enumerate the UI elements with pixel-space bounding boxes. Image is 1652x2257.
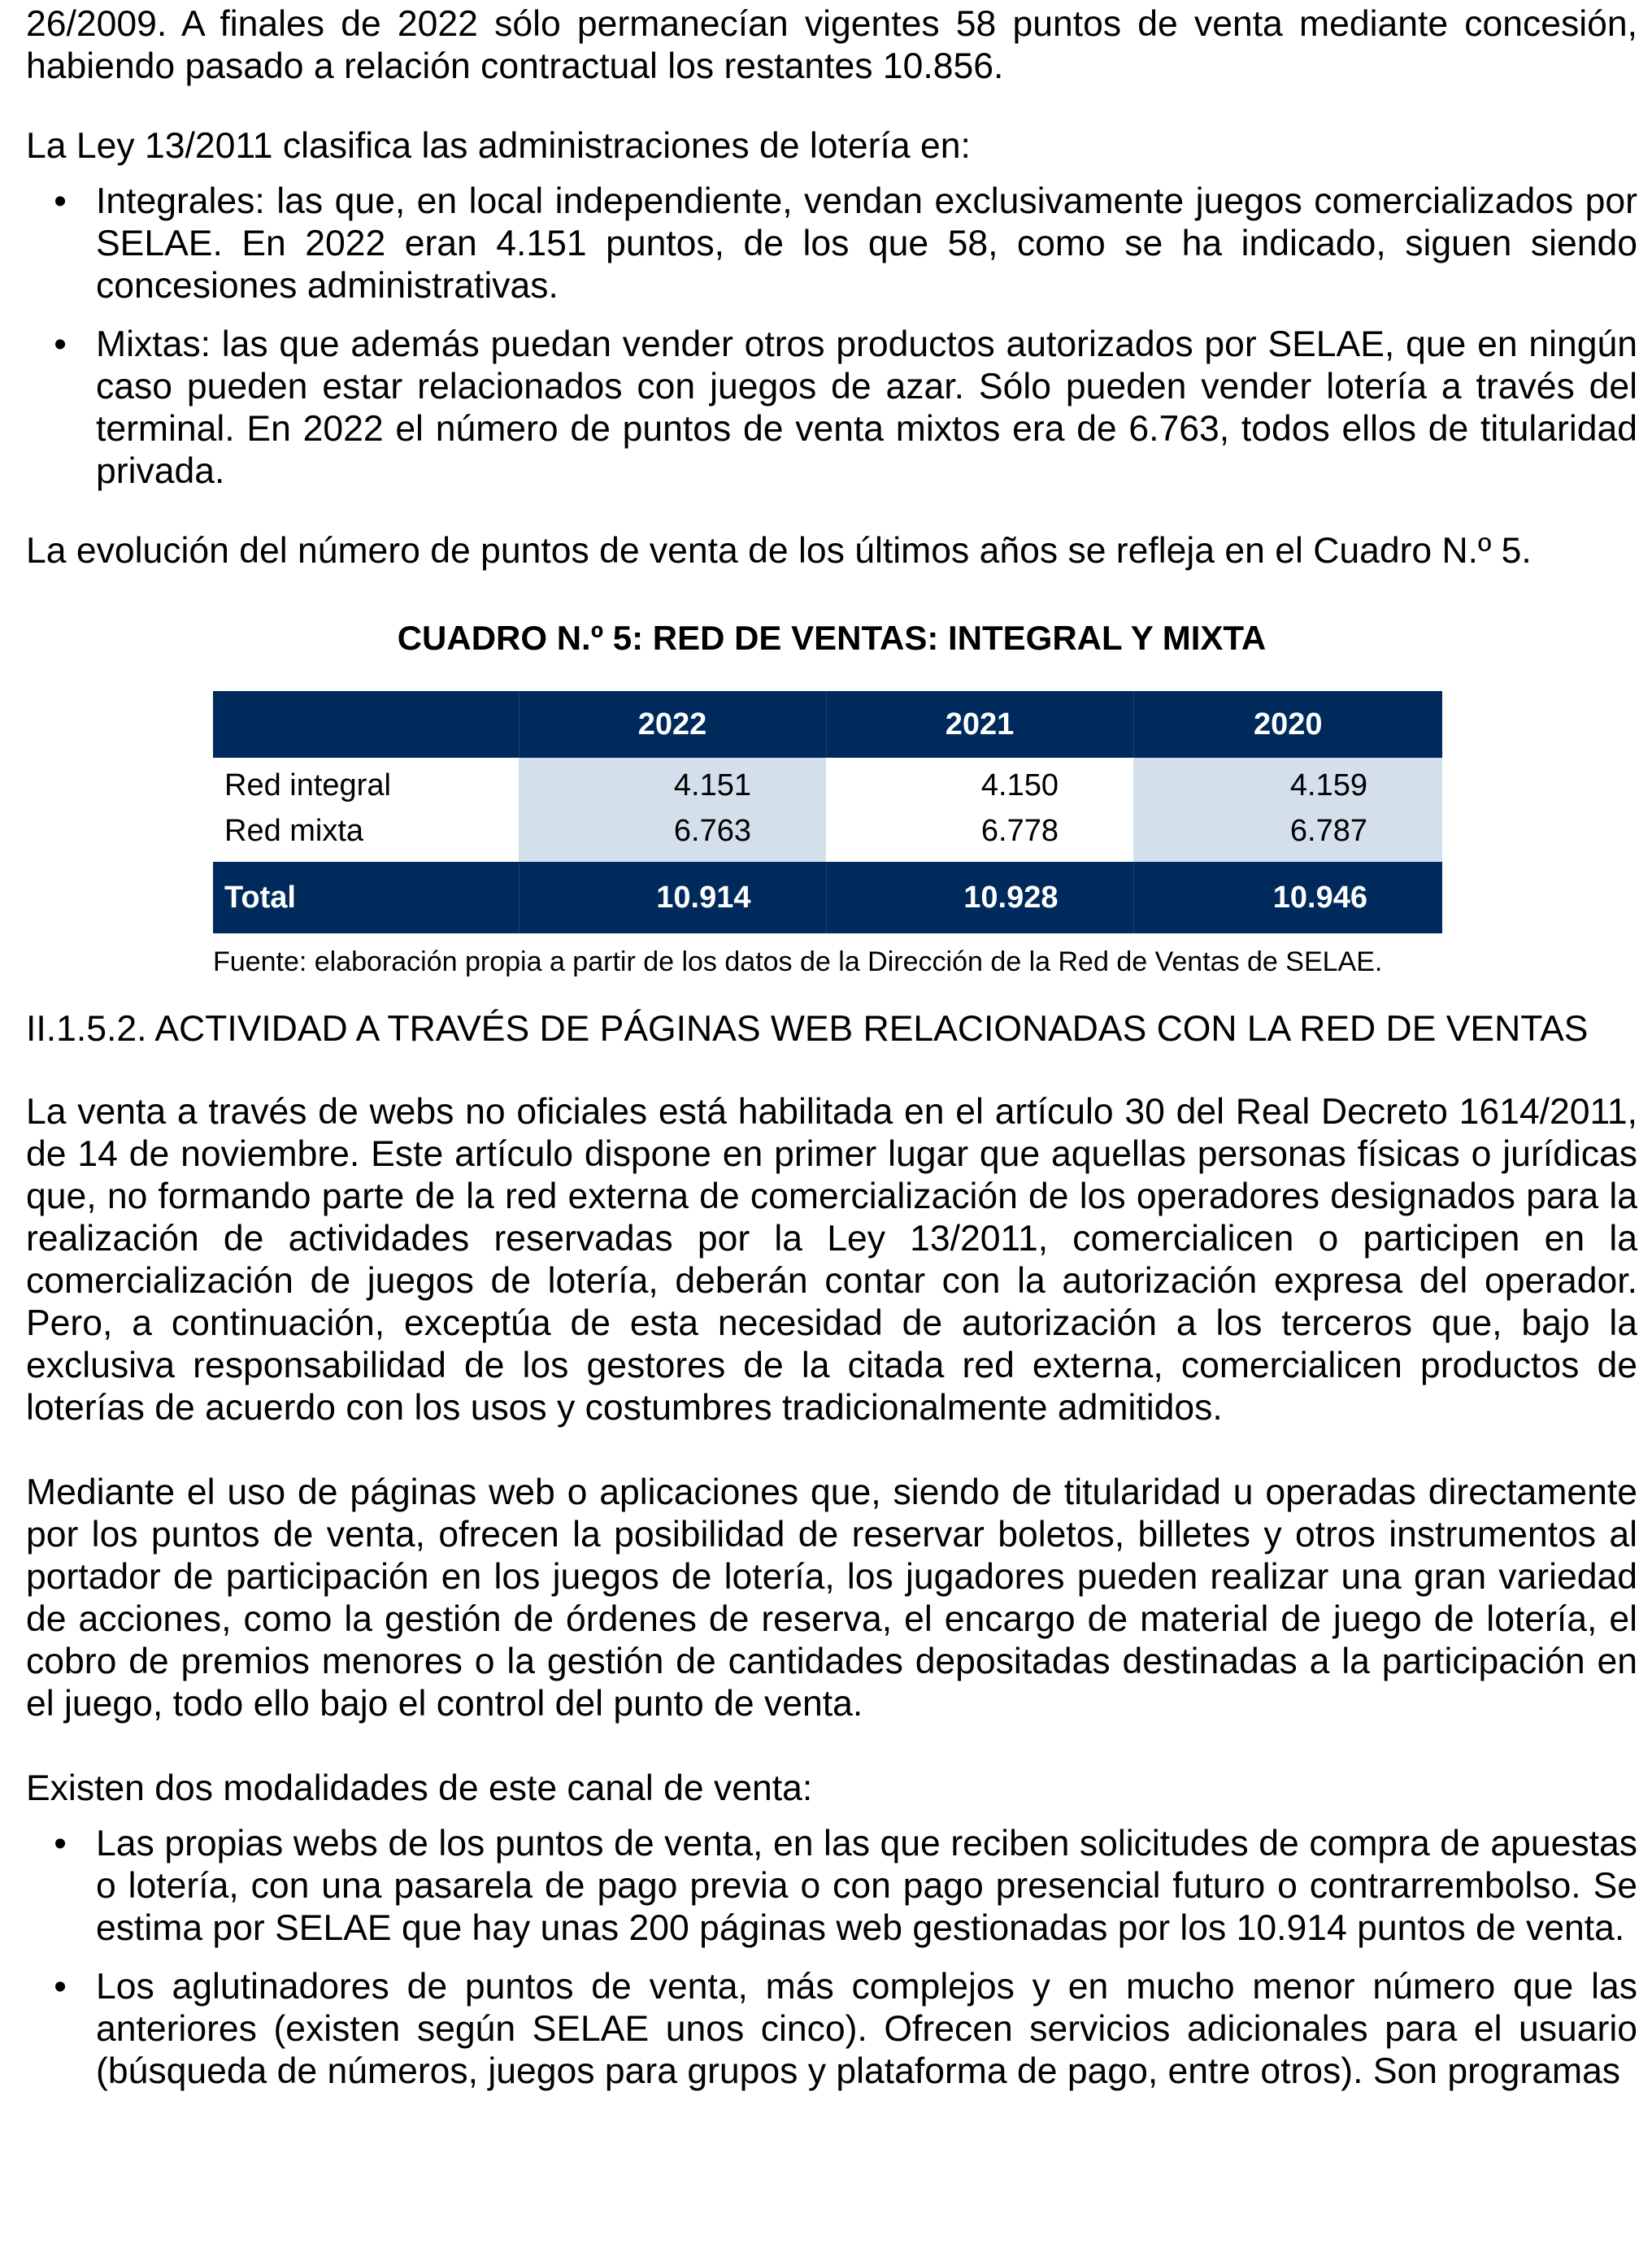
row-label: Red integral bbox=[213, 758, 519, 808]
paragraph-ley-clasifica: La Ley 13/2011 clasifica las administraciones de lotería en: bbox=[26, 126, 971, 166]
bullet-icon: • bbox=[54, 1824, 67, 1863]
bullet-icon: • bbox=[54, 181, 67, 221]
total-cell: 10.914 bbox=[519, 862, 826, 933]
section-heading: II.1.5.2. ACTIVIDAD A TRAVÉS DE PÁGINAS WEB RELACIONADAS CON LA RED DE VENTAS bbox=[26, 1009, 1589, 1049]
table-row bbox=[213, 758, 1442, 808]
table-cell: 6.778 bbox=[826, 808, 1133, 862]
list-item bbox=[26, 324, 1637, 493]
bullet-icon: • bbox=[54, 1967, 67, 2007]
table-cell: 4.151 bbox=[519, 758, 826, 808]
table-header-row bbox=[213, 691, 1442, 758]
list-item-text: Mixtas: las que además puedan vender otros productos autorizados por SELAE, que en ningún caso pueden estar relacionados con juegos de azar. Sólo pueden vender lotería a través del terminal. En 2022 el número de puntos de venta mixtos era de 6.763, todos ellos de titularidad privada. bbox=[96, 324, 1637, 491]
table-header-cell: 2021 bbox=[826, 691, 1133, 758]
paragraph-modalidades: Existen dos modalidades de este canal de venta: bbox=[26, 1768, 813, 1808]
total-label: Total bbox=[213, 862, 519, 933]
list-item-text: Los aglutinadores de puntos de venta, más complejos y en mucho menor número que las anteriores (existen según SELAE unos cinco). Ofrecen servicios adicionales para el usuario (búsqueda de números, juegos para grupos y plataforma de pago, entre otros). Son programas bbox=[96, 1967, 1637, 2091]
administration-types-list bbox=[26, 180, 1637, 493]
table-row bbox=[213, 808, 1442, 862]
table-cell: 6.787 bbox=[1133, 808, 1442, 862]
row-label: Red mixta bbox=[213, 808, 519, 862]
list-item bbox=[26, 1823, 1637, 1950]
table-header-cell: 2022 bbox=[519, 691, 826, 758]
total-cell: 10.946 bbox=[1133, 862, 1442, 933]
table-header-cell bbox=[213, 691, 519, 758]
document-page bbox=[26, 3, 1637, 2093]
list-item-text: Integrales: las que, en local independiente, vendan exclusivamente juegos comercializados por SELAE. En 2022 eran 4.151 puntos, de los que 58, como se ha indicado, siguen siendo concesiones administrativas. bbox=[96, 181, 1637, 306]
table-header-cell: 2020 bbox=[1133, 691, 1442, 758]
sales-network-table bbox=[213, 691, 1442, 933]
list-item-text: Las propias webs de los puntos de venta, en las que reciben solicitudes de compra de apuestas o lotería, con una pasarela de pago previa o con pago presencial futuro o contrarrembolso. Se estima por SELAE que hay unas 200 páginas web gestionadas por los 10.914 puntos de venta. bbox=[96, 1824, 1637, 1948]
sales-network-table-wrapper bbox=[213, 691, 1442, 933]
paragraph-paginas-web: Mediante el uso de páginas web o aplicaciones que, siendo de titularidad u operadas directamente por los puntos de venta, ofrecen la posibilidad de reservar boletos, billetes y otros instrumentos al portador de participación en los juegos de lotería, los jugadores pueden realizar una gran variedad de acciones, como la gestión de órdenes de reserva, el encargo de material de juego de lotería, el cobro de premios menores o la gestión de cantidades depositadas destinadas a la participación en el juego, todo ello bajo el control del punto de venta. bbox=[26, 1472, 1637, 1724]
table-cell: 6.763 bbox=[519, 808, 826, 862]
sales-channel-list bbox=[26, 1823, 1637, 2093]
list-item bbox=[26, 1966, 1637, 2093]
table-cell: 4.150 bbox=[826, 758, 1133, 808]
list-item bbox=[26, 180, 1637, 307]
paragraph-real-decreto: La venta a través de webs no oficiales está habilitada en el artículo 30 del Real Decreto 1614/2011, de 14 de noviembre. Este artículo dispone en primer lugar que aquellas personas físicas o jurídicas que, no formando parte de la red externa de comercialización de los operadores designados para la realización de actividades reservadas por la Ley 13/2011, comercialicen o participen en la comercialización de juegos de lotería, deberán contar con la autorización expresa del operador. Pero, a continuación, exceptúa de esta necesidad de autorización a los terceros que, bajo la exclusiva responsabilidad de los gestores de la citada red externa, comercialicen productos de loterías de acuerdo con los usos y costumbres tradicionalmente admitidos. bbox=[26, 1092, 1637, 1428]
paragraph-intro: 26/2009. A finales de 2022 sólo permanecían vigentes 58 puntos de venta mediante concesión, habiendo pasado a relación contractual los restantes 10.856. bbox=[26, 4, 1637, 86]
table-total-row bbox=[213, 862, 1442, 933]
total-cell: 10.928 bbox=[826, 862, 1133, 933]
bullet-icon: • bbox=[54, 324, 67, 364]
table-title: CUADRO N.º 5: RED DE VENTAS: INTEGRAL Y MIXTA bbox=[397, 619, 1267, 657]
paragraph-evolucion: La evolución del número de puntos de venta de los últimos años se refleja en el Cuadro N.º 5. bbox=[26, 531, 1532, 571]
table-cell: 4.159 bbox=[1133, 758, 1442, 808]
table-source-note: Fuente: elaboración propia a partir de los datos de la Dirección de la Red de Ventas de SELAE. bbox=[213, 946, 1383, 977]
